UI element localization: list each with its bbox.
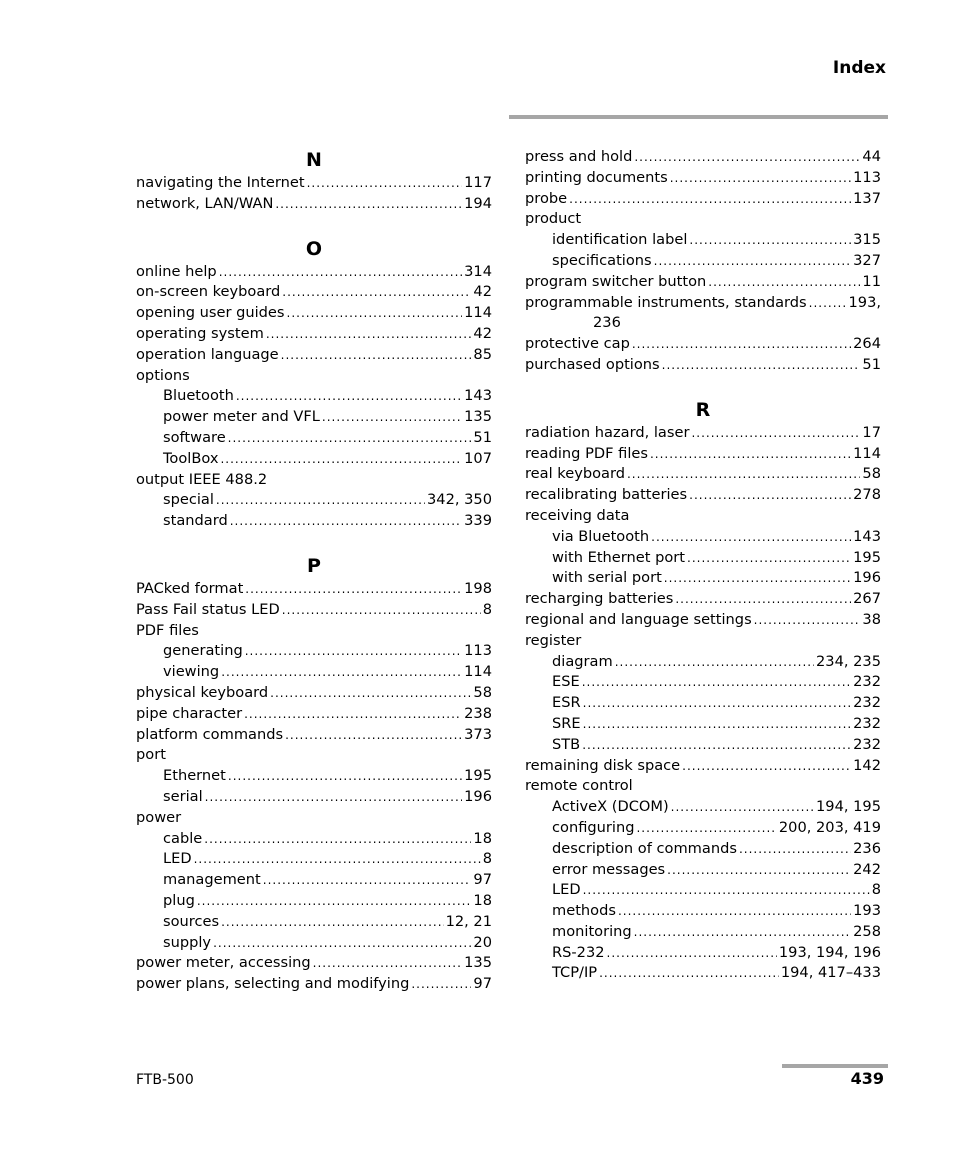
index-pages: 8 [482, 600, 492, 618]
index-term: regional and language settings [525, 610, 752, 628]
index-pages: 258 [853, 922, 881, 940]
index-term: special [163, 491, 214, 509]
index-entry-heading [136, 745, 492, 766]
index-entry [136, 725, 492, 746]
dot-leader [691, 423, 860, 444]
index-entry-heading [525, 631, 881, 652]
index-pages: 267 [853, 590, 881, 608]
index-term: ESR [552, 694, 581, 712]
index-pages: 137 [853, 189, 881, 207]
index-entry-continuation: 236 [593, 314, 621, 332]
index-term: press and hold [525, 148, 633, 165]
index-term: TCP/IP [552, 964, 598, 982]
dot-leader [282, 282, 471, 303]
index-subentry [525, 652, 881, 673]
dot-leader [632, 334, 851, 355]
dot-leader [244, 704, 462, 725]
index-pages: 58 [473, 683, 492, 701]
dot-leader [281, 345, 472, 366]
index-subentry [136, 829, 492, 850]
dot-leader [667, 860, 851, 881]
index-entry [136, 974, 492, 995]
running-header-title: Index [832, 58, 886, 78]
index-pages: 200, 203, 419 [778, 818, 881, 836]
index-pages: 194, 417–433 [780, 964, 881, 982]
dot-leader [664, 568, 851, 589]
index-term: RS-232 [552, 943, 605, 961]
index-subentry [136, 933, 492, 954]
index-term: recalibrating batteries [525, 486, 688, 504]
dot-leader [287, 303, 463, 324]
index-term: receiving data [525, 506, 630, 524]
index-subentry [136, 641, 492, 662]
index-term: error messages [552, 860, 666, 878]
index-subentry [525, 714, 881, 735]
index-term: serial [163, 787, 203, 805]
index-pages: 314 [464, 262, 492, 280]
index-pages: 42 [473, 324, 492, 342]
index-term: ESE [552, 673, 580, 691]
index-pages: 51 [862, 355, 881, 373]
dot-leader [197, 891, 472, 912]
dot-leader [411, 974, 471, 995]
index-pages: 232 [853, 735, 881, 753]
index-pages: 51 [473, 428, 492, 446]
dot-leader [682, 756, 851, 777]
index-entry-heading [525, 209, 881, 230]
dot-leader [582, 735, 851, 756]
index-subentry [525, 880, 881, 901]
index-subentry [525, 230, 881, 251]
index-term: management [163, 871, 261, 889]
index-pages: 58 [862, 465, 881, 483]
dot-leader [615, 652, 814, 673]
index-pages: 193 [853, 902, 881, 920]
index-subentry [136, 428, 492, 449]
index-entry [525, 189, 881, 210]
dot-leader [662, 355, 861, 376]
index-pages: 198 [464, 579, 492, 597]
header-rule [509, 115, 888, 119]
section-gap [136, 215, 492, 236]
index-pages: 315 [853, 231, 881, 249]
index-term: SRE [552, 714, 581, 732]
index-term: methods [552, 902, 616, 920]
index-subentry [525, 922, 881, 943]
section-letter-o: O [305, 237, 323, 260]
dot-leader [245, 641, 462, 662]
index-pages: 11 [862, 272, 881, 290]
index-column-right [525, 147, 881, 984]
index-pages: 8 [482, 850, 492, 868]
index-pages: 18 [473, 829, 492, 847]
index-pages: 8 [871, 881, 881, 899]
dot-leader [263, 870, 472, 891]
dot-leader [313, 953, 462, 974]
index-entry-heading [136, 366, 492, 387]
index-term: platform commands [136, 725, 284, 743]
index-term: PACked format [136, 579, 244, 597]
dot-leader [650, 444, 851, 465]
index-entry [525, 355, 881, 376]
index-term: with Ethernet port [552, 548, 686, 566]
dot-leader [219, 262, 462, 283]
index-subentry [136, 449, 492, 470]
index-term: LED [552, 881, 581, 899]
index-pages: 114 [853, 444, 881, 462]
index-entry [525, 293, 881, 314]
index-term: register [525, 631, 582, 649]
index-term: specifications [552, 251, 652, 269]
index-entry [136, 579, 492, 600]
index-column-left [136, 147, 492, 995]
index-subentry [136, 662, 492, 683]
index-term: product [525, 210, 582, 228]
index-entry-heading [136, 470, 492, 491]
dot-leader [607, 943, 777, 964]
section-letter-p: P [307, 554, 321, 577]
index-term: program switcher button [525, 272, 707, 290]
index-term: plug [163, 891, 195, 909]
dot-leader [636, 818, 776, 839]
dot-leader [213, 933, 471, 954]
index-term: pipe character [136, 704, 243, 722]
index-subentry [525, 943, 881, 964]
index-term: power [136, 808, 182, 826]
index-pages: 342, 350 [427, 491, 492, 509]
index-subentry [136, 849, 492, 870]
dot-leader [228, 428, 472, 449]
index-subentry [525, 568, 881, 589]
dot-leader [205, 787, 463, 808]
index-pages: 193, [848, 293, 881, 311]
index-subentry [136, 787, 492, 808]
index-subentry [525, 860, 881, 881]
index-entry [136, 345, 492, 366]
index-pages: 114 [464, 304, 492, 322]
index-subentry [525, 818, 881, 839]
index-subentry [136, 870, 492, 891]
index-pages: 327 [853, 251, 881, 269]
index-term: identification label [552, 231, 688, 249]
dot-leader [583, 880, 870, 901]
index-subentry [525, 901, 881, 922]
index-entry-heading [525, 506, 881, 527]
dot-leader [221, 662, 462, 683]
index-entry [525, 147, 881, 168]
index-pages: 113 [464, 642, 492, 660]
index-term: standard [163, 512, 228, 530]
index-term: PDF files [136, 621, 199, 639]
index-term: description of commands [552, 839, 737, 857]
dot-leader [634, 922, 851, 943]
index-pages: 117 [464, 174, 492, 191]
index-pages: 17 [862, 423, 881, 441]
index-term: Ethernet [163, 767, 226, 785]
index-pages: 97 [473, 975, 492, 993]
index-pages: 193, 194, 196 [778, 943, 881, 961]
index-pages: 113 [853, 168, 881, 186]
index-entry [136, 704, 492, 725]
index-entry-heading [136, 621, 492, 642]
section-letter-r: R [695, 398, 711, 421]
index-entry [136, 953, 492, 974]
index-subentry [136, 511, 492, 532]
index-entry [136, 324, 492, 345]
index-entry [525, 464, 881, 485]
index-term: via Bluetooth [552, 527, 650, 545]
index-pages: 264 [853, 335, 881, 353]
index-term: printing documents [525, 168, 668, 186]
index-pages: 107 [464, 449, 492, 467]
index-pages: 18 [473, 891, 492, 909]
dot-leader [599, 963, 779, 984]
index-entry-heading [136, 808, 492, 829]
index-pages: 232 [853, 694, 881, 712]
index-term: LED [163, 850, 192, 868]
index-pages: 278 [853, 486, 881, 504]
index-term: port [136, 746, 166, 764]
section-gap [136, 532, 492, 553]
dot-leader [245, 579, 462, 600]
index-term: STB [552, 735, 581, 753]
dot-leader [236, 386, 462, 407]
dot-leader [282, 600, 481, 621]
dot-leader [583, 714, 852, 735]
index-entry [525, 272, 881, 293]
index-term: configuring [552, 818, 635, 836]
dot-leader [687, 548, 851, 569]
dot-leader [754, 610, 861, 631]
index-term: physical keyboard [136, 683, 269, 701]
index-subentry [525, 797, 881, 818]
index-pages: 238 [464, 704, 492, 722]
dot-leader [675, 589, 851, 610]
index-term: reading PDF files [525, 444, 648, 462]
index-term: recharging batteries [525, 590, 674, 608]
index-pages: 196 [464, 787, 492, 805]
dot-leader [216, 490, 425, 511]
index-pages: 236 [853, 839, 881, 857]
index-term: generating [163, 642, 243, 660]
index-subentry [136, 407, 492, 428]
index-entry [525, 610, 881, 631]
dot-leader [230, 511, 462, 532]
index-term: Bluetooth [163, 387, 234, 405]
index-term: protective cap [525, 335, 630, 353]
section-gap [525, 376, 881, 397]
index-term: network, LAN/WAN [136, 194, 274, 212]
index-subentry [525, 735, 881, 756]
index-term: sources [163, 912, 220, 930]
index-entry [136, 173, 492, 194]
index-pages: 85 [473, 345, 492, 363]
dot-leader [670, 168, 851, 189]
index-entry-heading [525, 776, 881, 797]
index-entry [525, 334, 881, 355]
index-pages: 114 [464, 663, 492, 681]
footer-product-name: FTB-500 [136, 1072, 194, 1088]
index-term: supply [163, 933, 212, 951]
index-term: options [136, 366, 190, 384]
index-term: ToolBox [163, 449, 219, 467]
index-subentry [136, 912, 492, 933]
dot-leader [582, 672, 851, 693]
index-term: viewing [163, 663, 220, 681]
index-pages: 234, 235 [816, 652, 881, 670]
dot-leader [671, 797, 814, 818]
index-pages: 142 [853, 756, 881, 774]
index-subentry [525, 672, 881, 693]
dot-leader [618, 901, 851, 922]
dot-leader [275, 194, 462, 215]
index-term: radiation hazard, laser [525, 423, 690, 441]
index-term: real keyboard [525, 465, 625, 483]
dot-leader [654, 251, 851, 272]
index-pages: 194, 195 [816, 798, 881, 816]
index-pages: 20 [473, 933, 492, 951]
dot-leader [266, 324, 472, 345]
index-subentry [525, 548, 881, 569]
index-term: probe [525, 189, 568, 207]
index-pages: 44 [862, 148, 881, 165]
dot-leader [220, 449, 462, 470]
index-entry [136, 194, 492, 215]
dot-leader [194, 849, 481, 870]
index-entry [136, 303, 492, 324]
index-subentry [136, 386, 492, 407]
index-term: remaining disk space [525, 756, 681, 774]
dot-leader [708, 272, 860, 293]
index-subentry [525, 839, 881, 860]
index-pages: 42 [473, 283, 492, 301]
index-pages: 195 [464, 767, 492, 785]
dot-leader [569, 189, 851, 210]
index-subentry [525, 963, 881, 984]
dot-leader [651, 527, 851, 548]
dot-leader [204, 829, 471, 850]
dot-leader [285, 725, 462, 746]
index-pages: 373 [464, 725, 492, 743]
dot-leader [322, 407, 462, 428]
dot-leader [307, 173, 463, 194]
index-subentry [136, 766, 492, 787]
index-term: Pass Fail status LED [136, 600, 280, 618]
index-term: diagram [552, 652, 613, 670]
index-pages: 143 [853, 527, 881, 545]
index-term: online help [136, 262, 217, 280]
index-term: remote control [525, 777, 633, 795]
dot-leader [583, 693, 852, 714]
index-term: power meter, accessing [136, 954, 311, 972]
dot-leader [809, 293, 847, 314]
dot-leader [228, 766, 462, 787]
section-letter-n: N [306, 149, 322, 171]
index-pages: 97 [473, 871, 492, 889]
index-pages: 242 [853, 860, 881, 878]
index-term: ActiveX (DCOM) [552, 798, 669, 816]
index-entry [525, 423, 881, 444]
index-entry [136, 683, 492, 704]
index-pages: 339 [464, 512, 492, 530]
index-entry [525, 589, 881, 610]
index-subentry [136, 891, 492, 912]
dot-leader [627, 464, 860, 485]
index-pages: 194 [464, 194, 492, 212]
index-pages: 135 [464, 954, 492, 972]
index-term: power plans, selecting and modifying [136, 975, 410, 993]
index-subentry [525, 693, 881, 714]
index-pages: 38 [862, 610, 881, 628]
index-term: cable [163, 829, 203, 847]
index-entry [525, 168, 881, 189]
index-subentry [525, 527, 881, 548]
index-term: navigating the Internet [136, 174, 305, 191]
dot-leader [221, 912, 444, 933]
index-term: with serial port [552, 569, 662, 587]
index-term: operating system [136, 324, 264, 342]
index-term: programmable instruments, standards [525, 293, 807, 311]
index-entry [525, 444, 881, 465]
dot-leader [634, 147, 860, 168]
index-term: output IEEE 488.2 [136, 470, 268, 488]
index-entry [136, 600, 492, 621]
index-pages: 195 [853, 548, 881, 566]
dot-leader [739, 839, 851, 860]
index-subentry [525, 251, 881, 272]
index-term: monitoring [552, 922, 632, 940]
index-pages: 135 [464, 408, 492, 426]
dot-leader [689, 230, 851, 251]
index-entry [136, 282, 492, 303]
index-term: on-screen keyboard [136, 283, 281, 301]
dot-leader [689, 485, 851, 506]
index-pages: 12, 21 [445, 912, 492, 930]
index-term: opening user guides [136, 304, 285, 322]
index-pages: 232 [853, 673, 881, 691]
dot-leader [270, 683, 471, 704]
page-number: 439 [850, 1069, 884, 1088]
index-term: power meter and VFL [163, 408, 320, 426]
index-pages: 143 [464, 387, 492, 405]
index-pages: 232 [853, 714, 881, 732]
index-entry [525, 756, 881, 777]
index-term: purchased options [525, 355, 660, 373]
index-pages: 196 [853, 569, 881, 587]
index-subentry [136, 490, 492, 511]
index-entry [525, 485, 881, 506]
index-term: software [163, 428, 226, 446]
footer-rule [782, 1064, 888, 1068]
index-term: operation language [136, 345, 279, 363]
index-entry [136, 262, 492, 283]
